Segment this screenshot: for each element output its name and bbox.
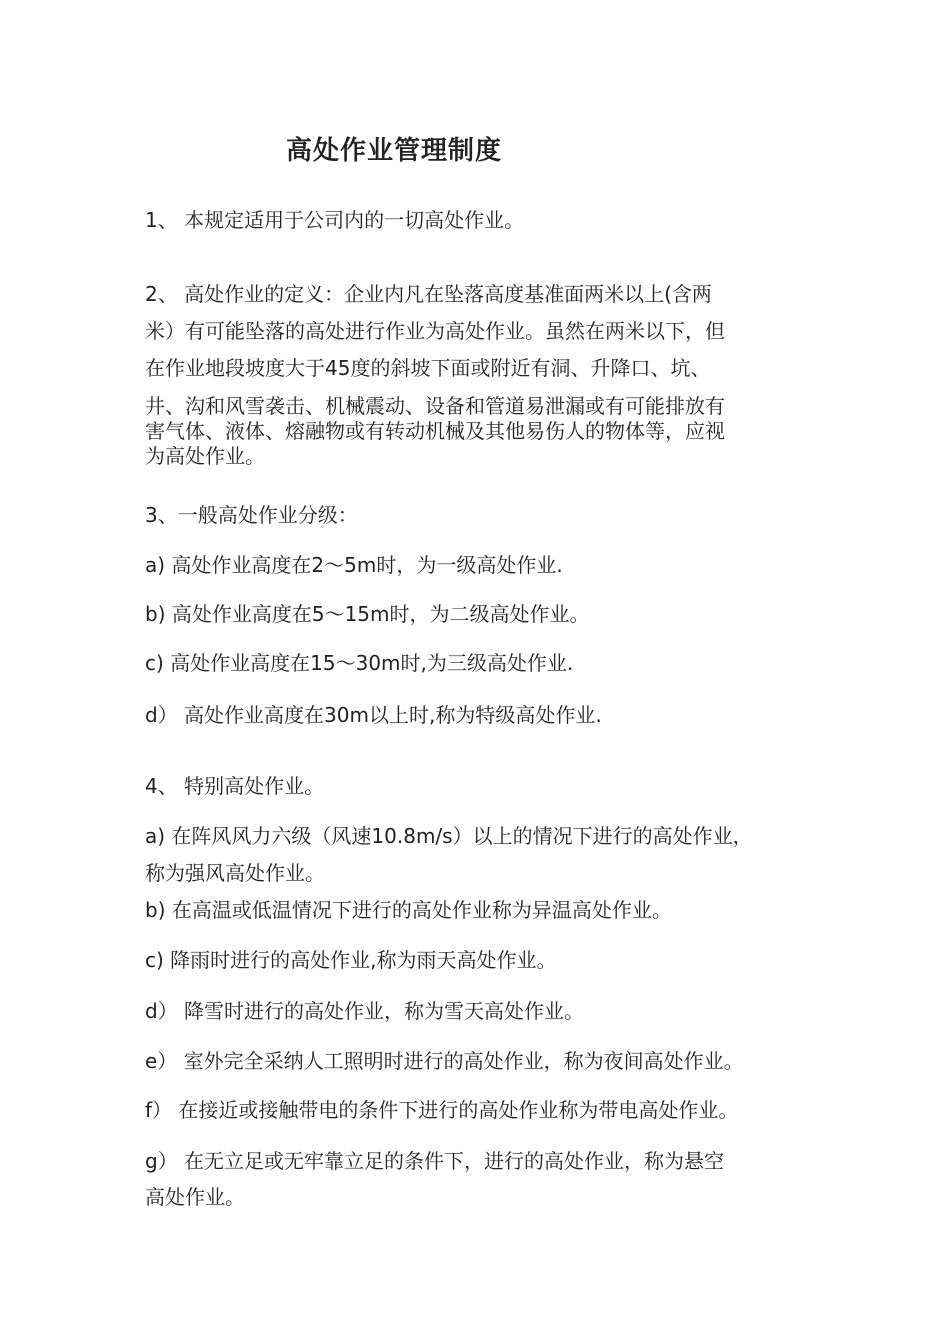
clause-3-item-b: b) 高处作业高度在5～15m时，为二级高处作业。: [145, 602, 590, 626]
clause-2-line-5: 害气体、液体、熔融物或有转动机械及其他易伤人的物体等，应视: [145, 419, 725, 443]
clause-2-line-6: 为高处作业。: [145, 444, 265, 468]
clause-4-item-c: c) 降雨时进行的高处作业,称为雨天高处作业。: [145, 948, 557, 972]
clause-4-item-e: e） 室外完全采纳人工照明时进行的高处作业，称为夜间高处作业。: [145, 1049, 744, 1073]
clause-2-line-3: 在作业地段坡度大于45度的斜坡下面或附近有洞、升降口、坑、: [145, 356, 711, 380]
clause-2-line-4: 井、沟和风雪袭击、机械震动、设备和管道易泄漏或有可能排放有: [145, 394, 725, 418]
clause-2-line-1: 2、 高处作业的定义：企业内凡在坠落高度基准面两米以上(含两: [145, 282, 712, 306]
clause-3-item-a: a) 高处作业高度在2～5m时，为一级高处作业.: [145, 553, 563, 577]
clause-4-item-a-line-2: 称为强风高处作业。: [145, 861, 325, 885]
clause-4-item-f: f） 在接近或接触带电的条件下进行的高处作业称为带电高处作业。: [145, 1098, 739, 1122]
clause-4-item-b: b) 在高温或低温情况下进行的高处作业称为异温高处作业。: [145, 898, 672, 922]
clause-3-heading: 3、一般高处作业分级：: [145, 503, 358, 527]
clause-1-line: 1、 本规定适用于公司内的一切高处作业。: [145, 208, 525, 232]
clause-4-heading: 4、 特别高处作业。: [145, 774, 325, 798]
clause-3-item-d: d） 高处作业高度在30m以上时,称为特级高处作业.: [145, 703, 602, 727]
clause-4-item-a-line-1: a) 在阵风风力六级（风速10.8m/s）以上的情况下进行的高处作业，: [145, 824, 753, 848]
clause-4-item-g-line-1: g） 在无立足或无牢靠立足的条件下，进行的高处作业，称为悬空: [145, 1149, 725, 1173]
clause-4-item-g-line-2: 高处作业。: [145, 1185, 245, 1209]
clause-4-item-d: d） 降雪时进行的高处作业，称为雪天高处作业。: [145, 999, 585, 1023]
clause-3-item-c: c) 高处作业高度在15～30m时,为三级高处作业.: [145, 651, 574, 675]
clause-2-line-2: 米）有可能坠落的高处进行作业为高处作业。虽然在两米以下，但: [145, 319, 725, 343]
page-title: 高处作业管理制度: [286, 136, 503, 166]
